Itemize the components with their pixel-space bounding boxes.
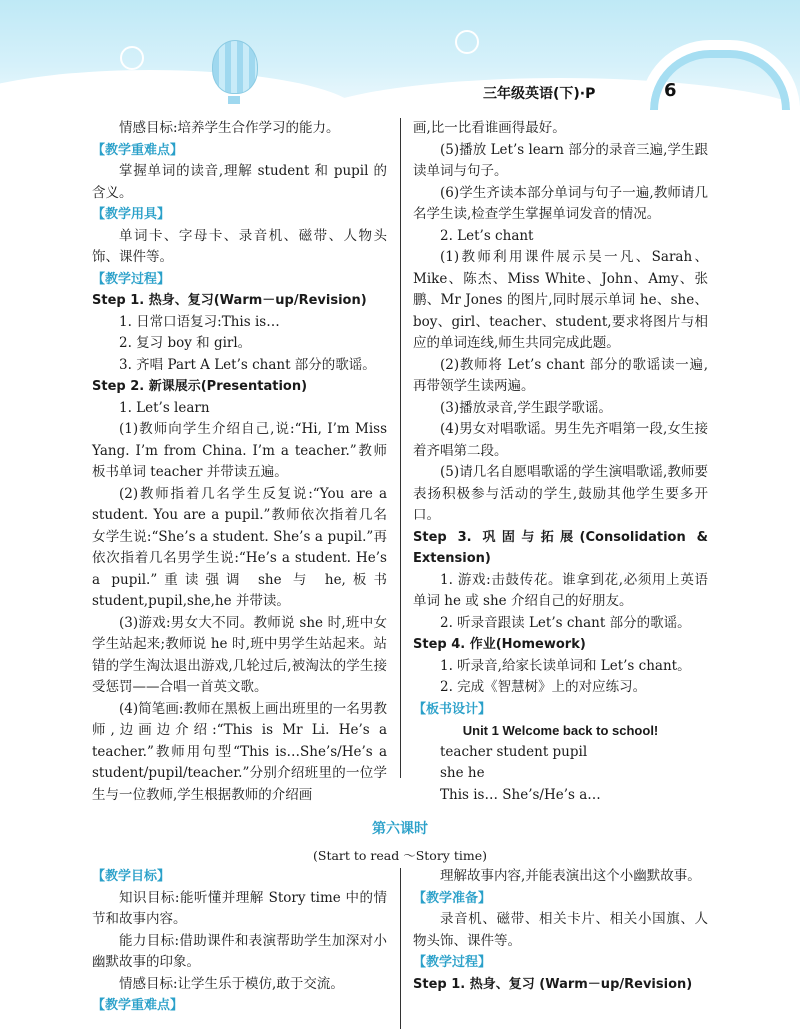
paragraph: 掌握单词的读音,理解 student 和 pupil 的含义。 <box>92 163 387 201</box>
paragraph: (6)学生齐读本部分单词与句子一遍,教师请几名学生读,检查学生掌握单词发音的情况。 <box>413 184 708 222</box>
paragraph: (4)男女对唱歌谣。男生先齐唱第一段,女生接着齐唱第二段。 <box>413 421 708 459</box>
paragraph: (3)播放录音,学生跟学歌谣。 <box>440 399 612 416</box>
list-item: 1. 听录音,给家长读单词和 Let’s chant。 <box>440 657 691 674</box>
paragraph: 知识目标:能听懂并理解 Story time 中的情节和故事内容。 <box>92 889 387 927</box>
list-item: 1. 游戏:击鼓传花。谁拿到花,必须用上英语单词 he 或 she 介绍自己的好朋友。 <box>413 571 708 609</box>
paragraph: (5)播放 Let’s learn 部分的录音三遍,学生跟读单词与句子。 <box>413 141 708 179</box>
list-item: 2. 听录音跟读 Let’s chant 部分的歌谣。 <box>440 614 691 631</box>
paragraph: 情感目标:让学生乐于模仿,敢于交流。 <box>119 975 344 992</box>
step-heading: Step 2. 新课展示(Presentation) <box>92 379 308 394</box>
paragraph: (2)教师指着几名学生反复说:“You are a student. You are a pupil.”教师依次指着几名女学生说:“She’s a student. She’s a pupil.”再依次指着几名男学生说:“He’s a student. He’s a pupil.”重读强调 she 与 he,板书 student,pupil,she,he 并带读。 <box>92 485 387 609</box>
board-line: she he <box>440 765 485 781</box>
list-item: 3. 齐唱 Part A Let’s chant 部分的歌谣。 <box>119 356 376 373</box>
section-heading: 【教学准备】 <box>413 890 492 906</box>
list-item: 2. 复习 boy 和 girl。 <box>119 335 252 351</box>
paragraph: 录音机、磁带、相关卡片、相关小国旗、人物头饰、课件等。 <box>413 911 708 949</box>
right-column <box>413 118 708 806</box>
paragraph: 情感目标:培养学生合作学习的能力。 <box>119 120 340 136</box>
section-heading: 【教学过程】 <box>92 271 171 287</box>
paragraph: (1)教师利用课件展示吴一凡、Sarah、Mike、陈杰、Miss White、John、Amy、张鹏、Mr Jones 的图片,同时展示单词 he、she、boy、girl、teacher、student,要求将图片与相应的单词连线,师生共同完成此题。 <box>413 249 708 351</box>
list-item: 1. 日常口语复习:This is… <box>119 313 280 330</box>
paragraph: (5)请几名自愿唱歌谣的学生演唱歌谣,教师要表扬积极参与活动的学生,鼓励其他学生要多开口。 <box>413 464 708 523</box>
section-heading: 【教学用具】 <box>92 207 171 222</box>
cloud-decoration <box>0 70 360 110</box>
paragraph: (4)简笔画:教师在黑板上画出班里的一名男教师,边画边介绍:“This is Mr Li. He’s a teacher.”教师用句型“This is…She’s/He’s a student/pupil/teacher.”分别介绍班里的一位学生与一位教师,学生根据教师的介绍画 <box>92 700 387 803</box>
lesson-title: 第六课时 <box>372 821 428 837</box>
lesson-subtitle: (Start to read ～Story time) <box>313 848 487 863</box>
book-label: 三年级英语(下)·P <box>483 86 596 102</box>
bottom-left-column <box>92 866 387 1017</box>
hot-air-balloon-icon <box>212 40 258 94</box>
column-divider <box>400 868 401 1029</box>
section-heading: 【教学目标】 <box>92 869 171 884</box>
column-divider <box>400 118 401 778</box>
header-banner <box>0 0 800 110</box>
section-heading: 【教学重难点】 <box>92 142 184 158</box>
board-line: This is… She’s/He’s a… <box>440 786 601 803</box>
section-heading: 【教学过程】 <box>413 955 492 970</box>
step-heading: Step 3. 巩固与拓展(Consolidation & Extension) <box>413 529 708 566</box>
paragraph: (2)教师将 Let’s chant 部分的歌谣读一遍,再带领学生读两遍。 <box>413 356 708 394</box>
paragraph: 画,比一比看谁画得最好。 <box>413 120 566 136</box>
step-heading: Step 4. 作业(Homework) <box>413 637 586 652</box>
step-heading: Step 1. 热身、复习(Warm－up/Revision) <box>92 293 367 308</box>
page-number: 6 <box>664 80 677 101</box>
paragraph: (3)游戏:男女大不同。教师说 she 时,班中女学生站起来;教师说 he 时,班中男学生站起来。站错的学生淘汰退出游戏,几轮过后,被淘汰的学生接受惩罚——合唱一首英文歌。 <box>92 614 387 695</box>
list-item: 2. Let’s chant <box>440 227 534 244</box>
sun-icon <box>455 30 479 54</box>
list-item: 1. Let’s learn <box>119 399 210 416</box>
step-heading: Step 1. 热身、复习 (Warm－up/Revision) <box>413 976 693 992</box>
list-item: 2. 完成《智慧树》上的对应练习。 <box>440 679 647 695</box>
board-title: Unit 1 Welcome back to school! <box>462 723 659 738</box>
paragraph: (1)教师向学生介绍自己,说:“Hi, I’m Miss Yang. I’m from China. I’m a teacher.”教师板书单词 teacher 并带读五遍。 <box>92 421 387 480</box>
board-line: teacher student pupil <box>440 743 588 760</box>
paragraph: 能力目标:借助课件和表演帮助学生加深对小幽默故事的印象。 <box>92 932 387 970</box>
bottom-right-column <box>413 866 708 995</box>
sun-icon <box>120 46 144 70</box>
paragraph: 理解故事内容,并能表演出这个小幽默故事。 <box>440 868 701 884</box>
section-heading: 【教学重难点】 <box>92 998 184 1013</box>
section-heading: 【板书设计】 <box>413 701 492 717</box>
paragraph: 单词卡、字母卡、录音机、磁带、人物头饰、课件等。 <box>92 227 387 265</box>
balloon-basket-icon <box>228 96 240 104</box>
left-column <box>92 118 387 806</box>
